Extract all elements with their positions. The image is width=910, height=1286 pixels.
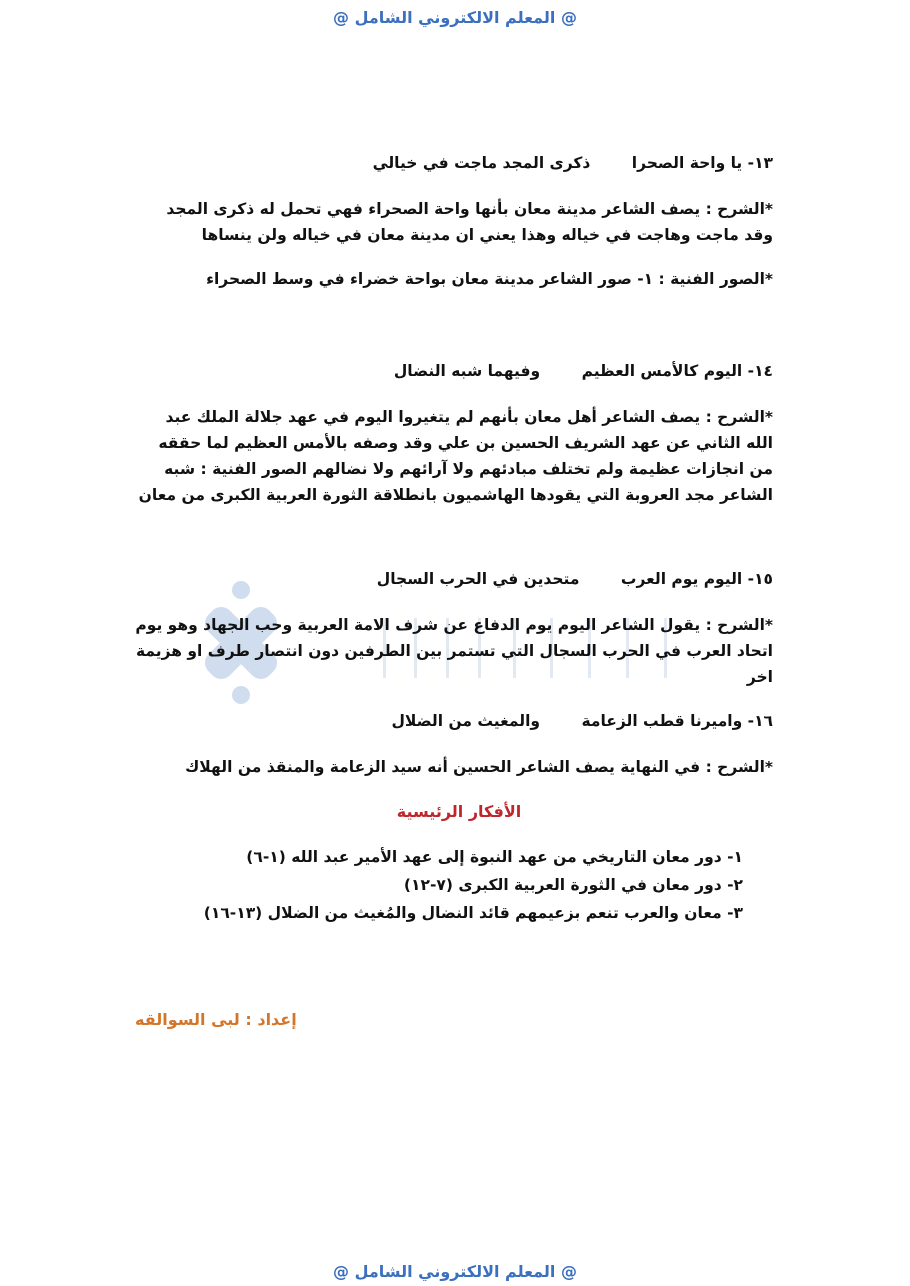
verse-13-imagery: *الصور الفنية : ١- صور الشاعر مدينة معان بواحة خضراء في وسط الصحراء: [206, 270, 773, 288]
verse-14-first-hemistich: ١٤- اليوم كالأمس العظيم: [581, 362, 773, 380]
verse-13: [135, 150, 773, 176]
verse-13-second-hemistich: ذكرى المجد ماجت في خيالي: [372, 154, 591, 172]
main-content: [135, 150, 773, 927]
author-credit: إعداد : لبى السوالقه: [135, 1010, 297, 1029]
verse-16-explanation: *الشرح : في النهاية يصف الشاعر الحسين أنه سيد الزعامة والمنقذ من الهلاك: [185, 758, 773, 776]
verse-16: [135, 708, 773, 734]
verse-15-second-hemistich: متحدين في الحرب السجال: [376, 570, 580, 588]
main-ideas-list: [135, 843, 773, 927]
verse-16-first-hemistich: ١٦- واميرنا قطب الزعامة: [581, 712, 773, 730]
verse-13-first-hemistich: ١٣- يا واحة الصحرا: [631, 154, 773, 172]
main-ideas-title: الأفكار الرئيسية: [396, 802, 522, 821]
main-idea-item: ١- دور معان التاريخي من عهد النبوة إلى عهد الأمير عبد الله (١-٦): [246, 848, 743, 866]
verse-16-second-hemistich: والمغيث من الضلال: [391, 712, 541, 730]
verse-15: [135, 566, 773, 592]
verse-14-explanation: *الشرح : يصف الشاعر أهل معان بأنهم لم يتغيروا اليوم في عهد جلالة الملك عبد الله الثاني عن عهد الشريف الحسين بن علي وقد وصفه بالأمس العظيم لما حققه من انجازات عظيمة ولم تختلف مبادئهم ولا آرائهم ولا نضالهم الصور الفنية : شبه الشاعر مجد العروبة التي يقودها الهاشميون بانطلاقة الثورة العربية الكبرى من معان: [138, 408, 773, 504]
main-idea-item: ٣- معان والعرب تنعم بزعيمهم قائد النضال والمُغيث من الضلال (١٣-١٦): [203, 904, 743, 922]
verse-15-first-hemistich: ١٥- اليوم يوم العرب: [620, 570, 773, 588]
main-idea-item: ٢- دور معان في الثورة العربية الكبرى (٧-١٢): [403, 876, 743, 894]
verse-13-explanation: *الشرح : يصف الشاعر مدينة معان بأنها واحة الصحراء فهي تحمل له ذكرى المجد وقد ماجت وهاجت في خياله وهذا يعني ان مدينة معان في خياله ولن ينساها: [166, 200, 773, 244]
verse-14-second-hemistich: وفيهما شبه النضال: [393, 362, 541, 380]
verse-14: [135, 358, 773, 384]
page-footer: @ المعلم الالكتروني الشامل @: [333, 1262, 577, 1281]
page-header: @ المعلم الالكتروني الشامل @: [333, 8, 577, 27]
verse-15-explanation: *الشرح : يقول الشاعر اليوم يوم الدفاع عن شرف الامة العربية وحب الجهاد وهو يوم اتحاد العرب في الحرب السجال التي تستمر بين الطرفين دون انتصار طرف او هزيمة اخر: [135, 616, 773, 686]
